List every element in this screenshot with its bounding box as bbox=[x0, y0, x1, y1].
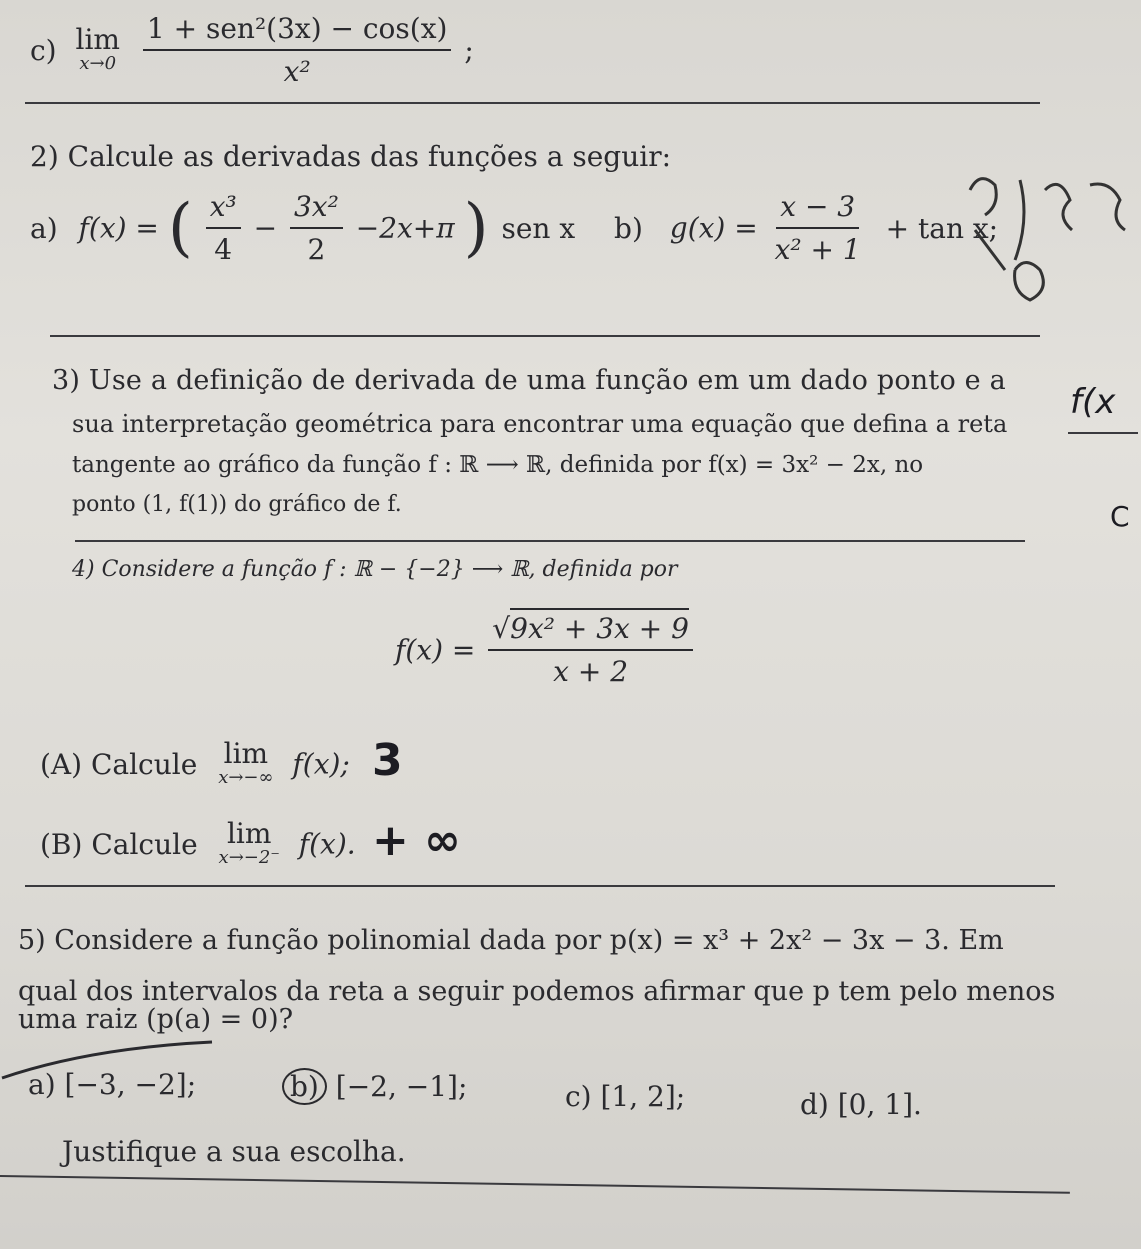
lim-subscript: x→0 bbox=[79, 53, 117, 74]
q5-option-a: a) [−3, −2]; bbox=[28, 1068, 197, 1101]
lim-word: lim bbox=[226, 817, 272, 850]
q3-line2: sua interpretação geométrica para encontrar uma equação que defina a reta bbox=[72, 410, 1008, 438]
q2b-den: x² + 1 bbox=[774, 233, 861, 266]
q4B-limit bbox=[218, 817, 280, 868]
handwritten-answer-A: 3 bbox=[372, 735, 403, 786]
q4B-label: (B) Calcule bbox=[40, 827, 198, 861]
q2b-label: b) bbox=[614, 211, 643, 245]
q2b-g: g(x) = bbox=[669, 211, 758, 245]
q4-function bbox=[395, 612, 697, 688]
divider-3 bbox=[75, 540, 1025, 542]
margin-underline bbox=[1068, 432, 1138, 434]
q2a-sen: sen x bbox=[501, 211, 576, 245]
q3-line3: tangente ao gráfico da função f : ℝ ⟶ ℝ, definida por f(x) = 3x² − 2x, no bbox=[72, 452, 924, 478]
frac1-den: 4 bbox=[214, 233, 233, 266]
q4A-limit bbox=[218, 737, 274, 788]
q5-option-c: c) [1, 2]; bbox=[565, 1080, 686, 1113]
q5-option-b-text: [−2, −1]; bbox=[335, 1070, 468, 1103]
frac2-num: 3x² bbox=[290, 190, 343, 229]
q5-justify: Justifique a sua escolha. bbox=[62, 1135, 406, 1168]
lim-word: lim bbox=[223, 737, 269, 770]
q3-line4: ponto (1, f(1)) do gráfico de f. bbox=[72, 492, 402, 517]
divider-2 bbox=[50, 335, 1040, 337]
paren-open: ( bbox=[167, 191, 193, 265]
q2b-frac bbox=[771, 190, 865, 266]
divider-5 bbox=[0, 1175, 1070, 1194]
q4B-fx: f(x). bbox=[298, 827, 356, 861]
q2a-frac1 bbox=[206, 190, 241, 266]
divider-4 bbox=[25, 885, 1055, 887]
q4-frac bbox=[488, 612, 693, 688]
q1c-denominator: x² bbox=[283, 55, 311, 88]
hand-stroke-option-a bbox=[0, 1030, 230, 1090]
q4-intro: 4) Considere a função f : ℝ − {−2} ⟶ ℝ, definida por bbox=[72, 557, 678, 582]
q4A-fx: f(x); bbox=[292, 747, 350, 781]
handwritten-answer-B: + ∞ bbox=[372, 815, 461, 866]
q4-num: √9x² + 3x + 9 bbox=[488, 612, 693, 651]
q4-den: x + 2 bbox=[553, 655, 629, 688]
frac2-den: 2 bbox=[307, 233, 326, 266]
q2a-f: f(x) = bbox=[78, 211, 159, 245]
q5-option-b-circled: b) bbox=[282, 1068, 327, 1105]
q5-line3: uma raiz (p(a) = 0)? bbox=[18, 1004, 294, 1035]
q5-option-b bbox=[282, 1068, 467, 1105]
q1c-numerator: 1 + sen²(3x) − cos(x) bbox=[143, 12, 452, 51]
q1c-limit bbox=[75, 23, 120, 74]
q2b-rest: + tan x; bbox=[885, 211, 999, 245]
q3-line1: 3) Use a definição de derivada de uma função em um dado ponto e a bbox=[52, 365, 1006, 396]
q4-A bbox=[40, 737, 350, 788]
q4-f-lhs: f(x) = bbox=[395, 633, 476, 667]
q1c-label: c) bbox=[30, 33, 57, 67]
q2a-minus: − bbox=[253, 211, 278, 245]
paren-close: ) bbox=[463, 191, 489, 265]
lim-word: lim bbox=[75, 23, 120, 56]
frac1-num: x³ bbox=[206, 190, 241, 229]
q4-sqrt-content: 9x² + 3x + 9 bbox=[510, 608, 689, 645]
lim-subscript: x→−2⁻ bbox=[218, 847, 280, 868]
q5-line1: 5) Considere a função polinomial dada por p(x) = x³ + 2x² − 3x − 3. Em bbox=[18, 925, 1004, 956]
q1c-fraction bbox=[143, 12, 452, 88]
q2-items bbox=[30, 190, 998, 266]
q5-option-d: d) [0, 1]. bbox=[800, 1088, 922, 1121]
q4A-label: (A) Calcule bbox=[40, 747, 198, 781]
margin-note-c: C bbox=[1110, 500, 1130, 533]
q2a-rest: −2x+π bbox=[355, 211, 455, 245]
q2b-num: x − 3 bbox=[776, 190, 859, 229]
q2a-frac2 bbox=[290, 190, 343, 266]
q4-B bbox=[40, 817, 356, 868]
lim-subscript: x→−∞ bbox=[218, 767, 274, 788]
q5-line2: qual dos intervalos da reta a seguir podemos afirmar que p tem pelo menos bbox=[18, 976, 1056, 1007]
q2-title: 2) Calcule as derivadas das funções a seguir: bbox=[30, 140, 672, 173]
margin-scribble-top bbox=[960, 160, 1140, 310]
q1c bbox=[30, 12, 474, 88]
q2a-label: a) bbox=[30, 211, 58, 245]
margin-note-fx: f(x bbox=[1070, 382, 1116, 422]
q1c-end: ; bbox=[464, 33, 474, 67]
divider-1 bbox=[25, 102, 1040, 104]
